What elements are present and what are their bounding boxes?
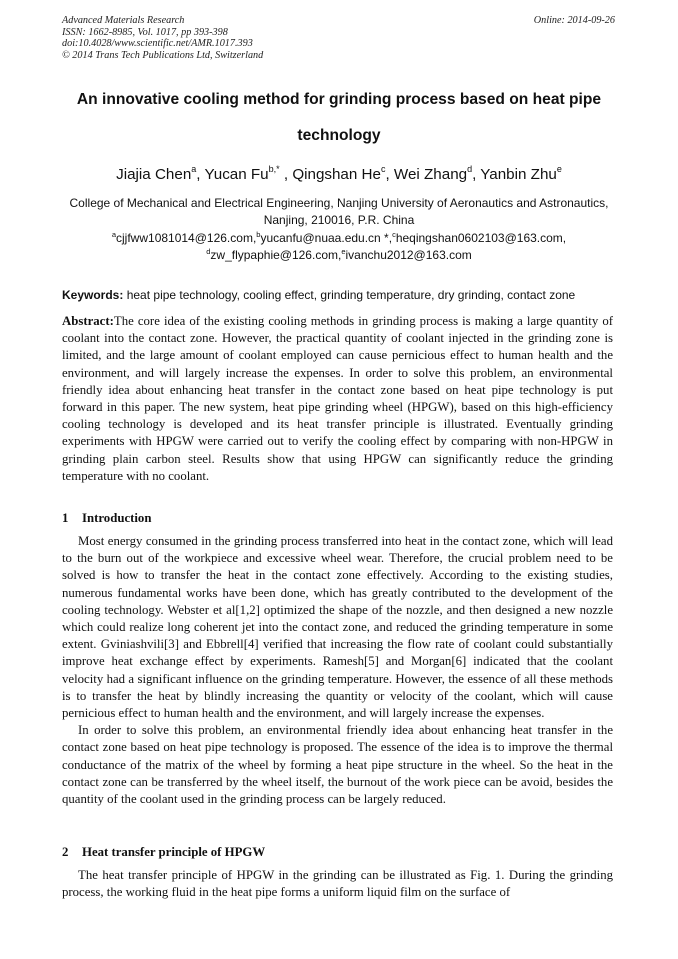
paragraph: In order to solve this problem, an environmental friendly idea about enhancing heat transfer in the contact zone based on heat pipe technology is proposed. The essence of the idea is to improve the thermal conductance of the matrix of the wheel by forming a heat pipe structure in the wheel. So the heat in the contact zone can be transferred by the wheel itself, the burnout of the work piece can be avoid, besides the quantity of the coolant used in the grinding process can be largely reduced. [62, 723, 613, 807]
email-line-1 [62, 230, 616, 247]
introduction-body [62, 533, 613, 808]
journal-header [62, 15, 263, 61]
journal-copyright: © 2014 Trans Tech Publications Ltd, Switzerland [62, 49, 264, 61]
abstract-text: The core idea of the existing cooling methods in grinding process is making a large quantity of coolant into the contact zone. However, the practical quantity of coolant injected in the grinding zone is limited, and the large amount of coolant employed can cause pernicious effect to human health and the environment, and will largely increase the expenses. In order to solve this problem, an environmental friendly idea about enhancing heat transfer in the contact zone based on heat pipe technology is put forward in this paper. The new system, heat pipe grinding wheel (HPGW), based on this high-efficiency cooling technology is developed and its heat transfer principle is illustrated. Eventually grinding experiments with HPGW were carried out to verify the cooling effect by comparing with non-HPGW in grinding plain carbon steel. Results show that using HPGW can significantly reduce the grinding temperature with no coolant. [62, 314, 613, 483]
email-mark-b: b [256, 230, 261, 239]
paragraph: Most energy consumed in the grinding process transferred into heat in the contact zone, which will lead to the burn out of the workpiece and excessive wheel wear. Therefore, the crucial problem need to be solved is how to transfer the heat in the contact zone effectively. According to the existing studies, numerous fundamental works have been done, which has greatly contributed to the development of the cooling technology. Webster et al[1,2] optimized the shape of the nozzle, and then designed a new nozzle which could realize long coherent jet into the contact zone, and reduced the grinding temperature in some extent. Gviniashvili[3] and Ebbrell[4] verified that increasing the flow rate of coolant could substantially improve heat exchange effect by experiments. Ramesh[5] and Morgan[6] indicated that the coolant velocity had a significant influence on the grinding temperature. However, the essence of all these methods is to transfer the heat by blindly increasing the quantity or velocity of the coolant, which will cause pernicious effect to human health and the environment, and will largely increase the expenses. [62, 534, 613, 721]
author-list [40, 166, 638, 183]
section-title: Introduction [82, 511, 152, 525]
principle-body [62, 867, 613, 901]
author-name: Wei Zhang [393, 166, 468, 183]
journal-issn: ISSN: 1662-8985, Vol. 1017, pp 393-398 [62, 26, 228, 38]
keywords [62, 288, 622, 302]
email-a[interactable]: cjjfww1081014@126.com, [116, 231, 257, 245]
author-affil-mark: a [191, 164, 197, 174]
abstract-label: Abstract: [62, 314, 114, 328]
section-heading-introduction [62, 511, 151, 526]
email-b[interactable]: yucanfu@nuaa.edu.cn *, [260, 231, 393, 245]
email-mark-d: d [206, 247, 211, 256]
author-separator: , [472, 166, 481, 183]
affiliation: College of Mechanical and Electrical Engineering, Nanjing University of Aeronautics and Astronautics, Nanjing, 210016, P.R. China [69, 196, 609, 227]
author-name: Yanbin Zhu [480, 166, 557, 183]
author-name: Yucan Fu [204, 166, 269, 183]
author-affil-mark: d [467, 164, 473, 174]
author-affil-mark: c [380, 164, 386, 174]
keywords-label: Keywords: [62, 288, 124, 302]
section-heading-principle [62, 845, 265, 860]
author-affil-mark: b,* [268, 164, 280, 174]
author-affil-mark: e [556, 164, 562, 174]
abstract [62, 313, 613, 485]
email-line-2 [62, 247, 616, 264]
email-mark-a: a [111, 230, 117, 239]
author-separator: , [385, 166, 394, 183]
email-c[interactable]: heqingshan0602103@163.com, [395, 231, 567, 245]
online-date: Online: 2014-09-26 [533, 15, 615, 26]
section-title: Heat transfer principle of HPGW [82, 845, 266, 859]
author-name: Jiajia Chen [116, 166, 192, 183]
author-separator: , [196, 166, 205, 183]
email-mark-e: e [341, 247, 346, 256]
section-number: 2 [62, 845, 69, 859]
keywords-text: heat pipe technology, cooling effect, grinding temperature, dry grinding, contact zone [126, 288, 576, 302]
email-mark-c: c [392, 230, 396, 239]
paper-title-line-2: technology [297, 127, 381, 144]
author-separator: , [279, 166, 293, 183]
email-e[interactable]: ivanchu2012@163.com [345, 248, 472, 262]
author-name: Qingshan He [292, 166, 381, 183]
email-d[interactable]: zw_flypaphie@126.com, [210, 248, 342, 262]
journal-doi[interactable]: doi:10.4028/www.scientific.net/AMR.1017.393 [62, 38, 253, 50]
journal-name: Advanced Materials Research [62, 15, 185, 26]
paper-title-line-1: An innovative cooling method for grinding process based on heat pipe [76, 91, 602, 108]
section-number: 1 [62, 511, 69, 525]
paragraph: The heat transfer principle of HPGW in the grinding can be illustrated as Fig. 1. During the grinding process, the working fluid in the heat pipe forms a uniform liquid film on the surface of [62, 868, 613, 900]
